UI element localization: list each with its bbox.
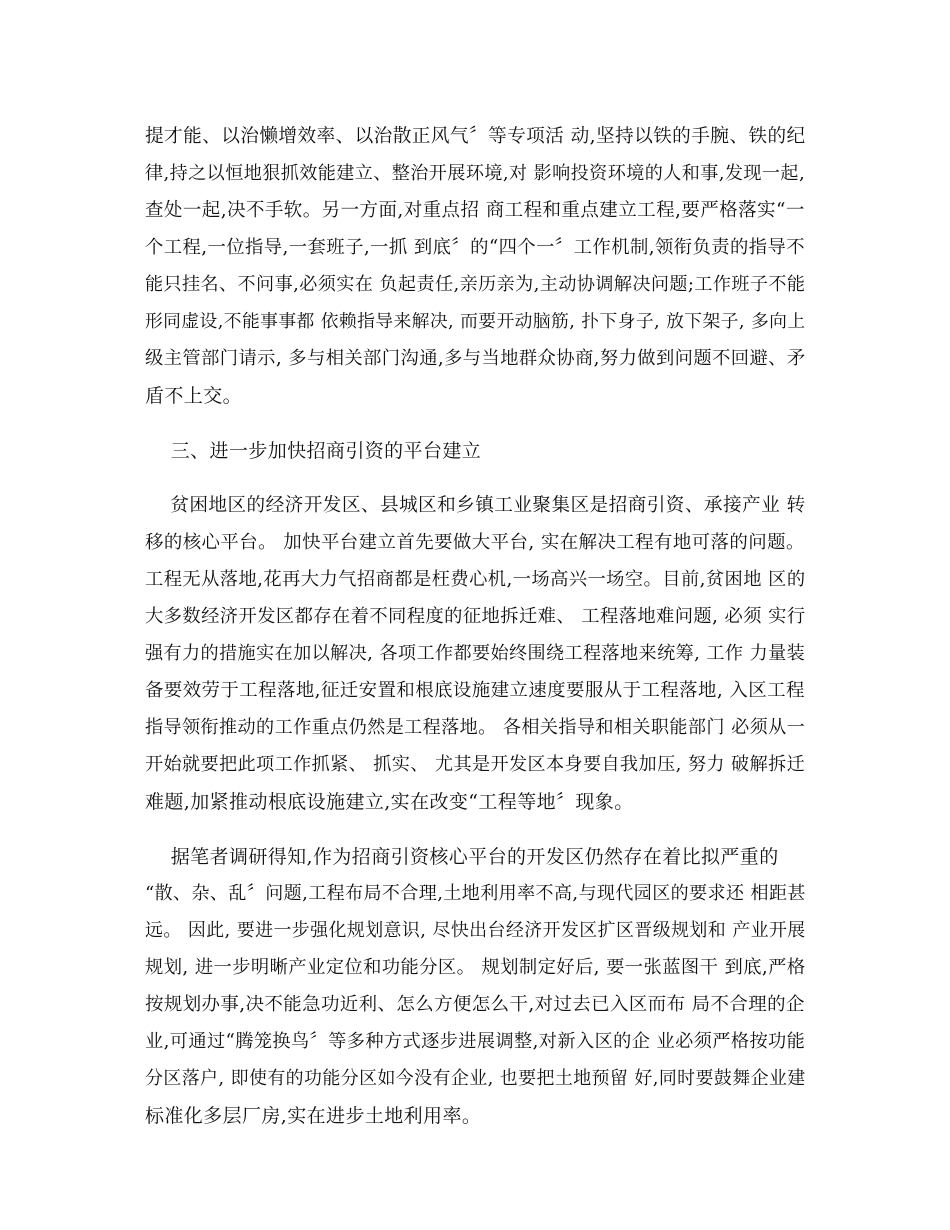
paragraph-line: “散、杂、乱〞问题,工程布局不合理,土地利用率不高,与现代园区的要求还 相距甚 [145, 883, 806, 904]
paragraph-line: 个工程,一位指导,一套班子,一抓 到底〞的“四个一〞工作机制,领衔负责的指导不 [145, 237, 806, 258]
paragraph-line: 备要效劳于工程落地,征迁安置和根底设施建立速度要服从于工程落地, 入区工程 [145, 680, 805, 701]
paragraph-line: 形同虚设,不能事事都 依赖指导来解决, 而要开动脑筋, 扑下身子, 放下架子, 多向上 [145, 311, 806, 332]
paragraph-line: 大多数经济开发区都存在着不同程度的征地拆迁难、 工程落地难问题, 必须 实行 [145, 606, 806, 627]
paragraph-line: 强有力的措施实在加以解决, 各项工作都要始终围绕工程落地来统筹, 工作 力量装 [145, 643, 806, 664]
paragraph-line: 按规划办事,决不能急功近利、怎么方便怎么干,对过去已入区而布 局不合理的企 [145, 994, 805, 1015]
paragraph-line: 分区落户, 即使有的功能分区如今没有企业, 也要把土地预留 好,同时要鼓舞企业建 [145, 1068, 806, 1089]
paragraph-line: 规划, 进一步明晰产业定位和功能分区。 规划制定好后, 要一张蓝图干 到底,严格 [145, 957, 806, 978]
paragraph-line: 律,持之以恒地狠抓效能建立、整治开展环境,对 影响投资环境的人和事,发现一起, [145, 163, 806, 184]
paragraph-line: 移的核心平台。 加快平台建立首先要做大平台, 实在解决工程有地可落的问题。 [145, 532, 805, 553]
paragraph-line: 业,可通过“腾笼换鸟〞等多种方式逐步进展调整,对新入区的企 业必须严格按功能 [145, 1031, 806, 1052]
section-heading: 三、进一步加快招商引资的平台建立 [145, 440, 482, 462]
paragraph-line: 贫困地区的经济开发区、县城区和乡镇工业聚集区是招商引资、承接产业 转 [145, 495, 806, 516]
paragraph-line: 标准化多层厂房,实在进步土地利用率。 [145, 1105, 482, 1127]
paragraph-line: 指导领衔推动的工作重点仍然是工程落地。 各相关指导和相关职能部门 必须从一 [145, 717, 806, 738]
paragraph-line: 工程无从落地,花再大力气招商都是枉费心机,一场高兴一场空。目前,贫困地 区的 [145, 569, 806, 590]
paragraph-line: 盾不上交。 [145, 385, 243, 407]
paragraph-line: 级主管部门请示, 多与相关部门沟通,多与当地群众协商,努力做到问题不回避、矛 [145, 348, 806, 369]
paragraph-line: 查处一起,决不手软。另一方面,对重点招 商工程和重点建立工程,要严格落实“一 [145, 200, 805, 221]
paragraph-line: 提才能、以治懒增效率、以治散正风气〞等专项活 动,坚持以铁的手腕、铁的纪 [145, 126, 806, 147]
paragraph-line: 远。 因此, 要进一步强化规划意识, 尽快出台经济开发区扩区晋级规划和 产业开展 [145, 920, 806, 941]
paragraph-line: 难题,加紧推动根底设施建立,实在改变“工程等地〞现象。 [145, 791, 634, 813]
paragraph-line: 能只挂名、不问事,必须实在 负起责任,亲历亲为,主动协调解决问题;工作班子不能 [145, 274, 806, 295]
paragraph-line: 据笔者调研得知,作为招商引资核心平台的开发区仍然存在着比拟严重的 [145, 846, 779, 868]
paragraph-line: 开始就要把此项工作抓紧、 抓实、 尤其是开发区本身要自我加压, 努力 破解拆迁 [145, 754, 806, 775]
